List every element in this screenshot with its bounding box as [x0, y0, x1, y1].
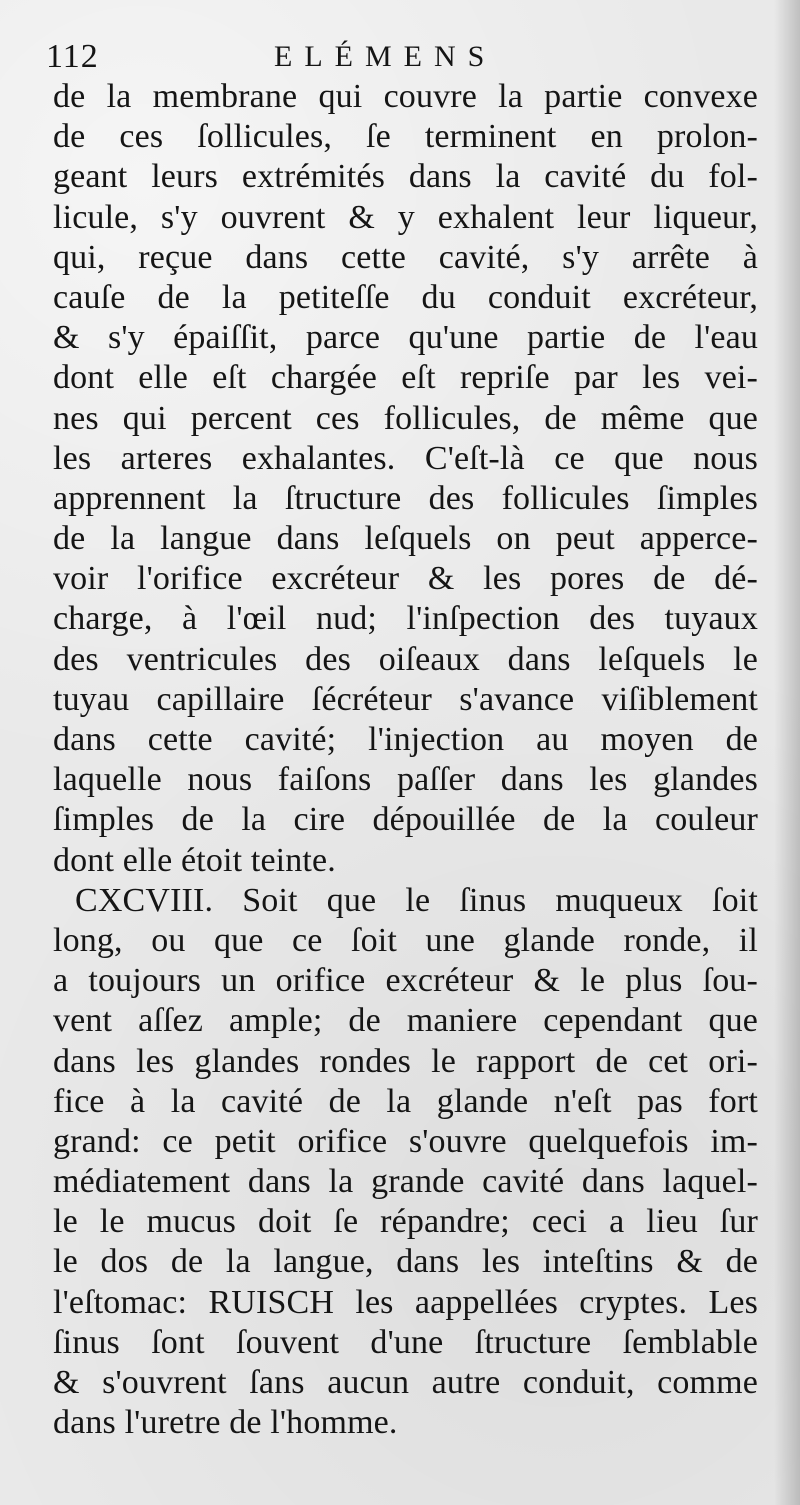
- text-line: médiatement dans la grande cavité dans laquel-: [53, 1163, 758, 1201]
- text-line: dans les glandes rondes le rapport de cet ori-: [53, 1042, 758, 1080]
- text-line: long, ou que ce ſoit une glande ronde, il: [53, 921, 758, 959]
- text-line: fice à la cavité de la glande n'eſt pas fort: [53, 1082, 758, 1120]
- text-line: dont elle eſt chargée eſt repriſe par les vei-: [53, 359, 758, 397]
- text-line: dans cette cavité; l'injection au moyen de: [53, 721, 758, 758]
- text-line: des ventricules des oiſeaux dans leſquels le: [53, 640, 758, 678]
- text-line: & s'ouvrent ſans aucun autre conduit, comme: [53, 1364, 758, 1401]
- text-line: & s'y épaiſſit, parce qu'une partie de l'eau: [53, 319, 758, 357]
- text-line: charge, à l'œil nud; l'inſpection des tuyaux: [53, 600, 758, 638]
- text-line: de la membrane qui couvre la partie convexe: [53, 78, 758, 115]
- text-line: les arteres exhalantes. C'eſt-là ce que nous: [53, 439, 758, 477]
- page-number: 112: [46, 38, 99, 75]
- paragraph-end-line: dont elle étoit teinte.: [53, 841, 336, 879]
- text-line: tuyau capillaire ſécréteur s'avance viſiblement: [53, 680, 758, 718]
- text-line: le le mucus doit ſe répandre; ceci a lieu ſur: [53, 1203, 758, 1241]
- text-line: laquelle nous faiſons paſſer dans les glandes: [53, 761, 758, 799]
- paragraph-end-line: dans l'uretre de l'homme.: [53, 1404, 398, 1442]
- text-line: de ces ſollicules, ſe terminent en prolon-: [53, 118, 758, 156]
- section-start-line: CXCVIII. Soit que le ſinus muqueux ſoit: [75, 881, 758, 919]
- text-line: geant leurs extrémités dans la cavité du fol-: [53, 158, 758, 196]
- text-line: licule, s'y ouvrent & y exhalent leur liqueur,: [53, 198, 758, 236]
- text-line: nes qui percent ces follicules, de même que: [53, 399, 758, 437]
- text-line: grand: ce petit orifice s'ouvre quelquefois im-: [53, 1122, 758, 1160]
- text-line: le dos de la langue, dans les inteſtins & de: [53, 1243, 758, 1281]
- running-head: ELÉMENS: [274, 40, 497, 73]
- text-line: apprennent la ſtructure des follicules ſimples: [53, 479, 758, 517]
- text-line: de la langue dans leſquels on peut apperce-: [53, 520, 758, 558]
- text-line: l'eſtomac: RUISCH les aappellées cryptes. Les: [53, 1283, 758, 1321]
- text-line: a toujours un orifice excréteur & le plus ſou-: [53, 962, 758, 1000]
- text-line: vent aſſez ample; de maniere cependant que: [53, 1002, 758, 1040]
- body-text: [53, 77, 758, 1443]
- text-line: cauſe de la petiteſſe du conduit excréteur,: [53, 278, 758, 316]
- text-line: ſimples de la cire dépouillée de la couleur: [53, 801, 758, 839]
- page-edge-shadow: [774, 0, 800, 1505]
- text-line: ſinus ſont ſouvent d'une ſtructure ſemblable: [53, 1323, 758, 1361]
- text-line: voir l'orifice excréteur & les pores de dé-: [53, 560, 758, 598]
- text-line: qui, reçue dans cette cavité, s'y arrête à: [53, 238, 758, 276]
